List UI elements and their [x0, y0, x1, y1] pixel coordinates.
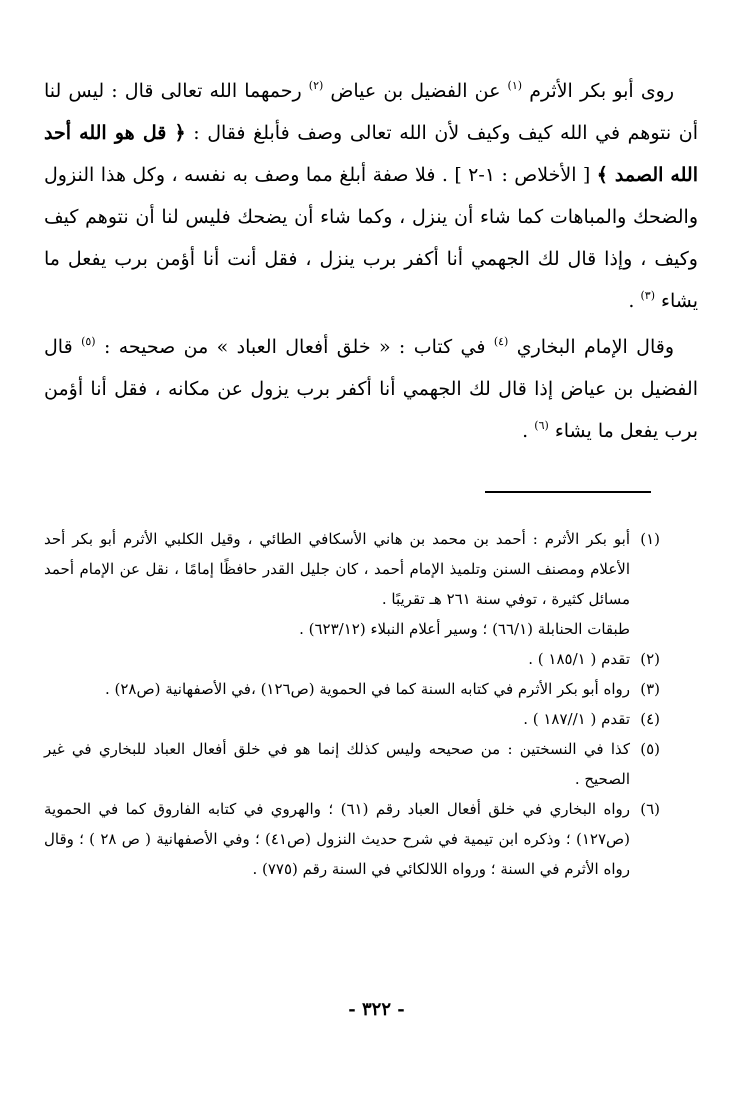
- footnote-text: تقدم ( ١٨٥/١ ) .: [528, 650, 630, 668]
- paragraph-2: [44, 326, 698, 452]
- footnote-number: (٥): [640, 740, 660, 758]
- text-segment: [ الأخلاص : ١-٢ ] . فلا صفة أبلغ مما وصف به نفسه ، وكل هذا النزول والضحك والمباهات كما شاء أن ينزل ، وكما شاء أن يضحك فليس لنا أن نتوهم كيف وكيف ، وإذا قال لك الجهمي أنا أكفر برب ينزل ، فقل أنت أنا أؤمن برب يفعل ما يشاء: [44, 164, 698, 312]
- text-segment: روى أبو بكر الأثرم: [529, 80, 675, 102]
- footnotes-section: [44, 524, 660, 884]
- text-segment: في كتاب : « خلق أفعال العباد » من صحيحه :: [103, 336, 486, 358]
- text-segment: قال الفضيل بن عياض إذا قال لك الجهمي أنا أكفر برب يزول عن مكانه ، فقل أنا أؤمن برب يفعل ما يشاء: [44, 336, 698, 442]
- footnote-text: رواه أبو بكر الأثرم في كتابه السنة كما في الحموية (ص١٢٦) ،في الأصفهانية (ص٢٨) .: [104, 680, 630, 698]
- footnote-text: كذا في النسختين : من صحيحه وليس كذلك إنما هو في خلق أفعال العباد للبخاري في غير الصحيح .: [44, 740, 630, 788]
- footnote-item: [44, 524, 660, 614]
- footnote-item: [44, 794, 660, 884]
- text-segment: وقال الإمام البخاري: [516, 336, 675, 358]
- footnote-number: (٢): [640, 650, 660, 668]
- footnote-number: (٦): [640, 800, 660, 818]
- text-segment: عن الفضيل بن عياض: [330, 80, 501, 102]
- footnote-item: [44, 644, 660, 674]
- footnote-number: (١): [640, 530, 660, 548]
- footnote-source: طبقات الحنابلة (٦٦/١) ؛ وسير أعلام النبلاء (٦٢٣/١٢) .: [299, 620, 630, 638]
- footnote-ref-3[interactable]: (٣): [640, 289, 655, 302]
- footnote-item: [44, 704, 660, 734]
- footnote-divider: [485, 491, 651, 493]
- text-segment: .: [522, 420, 529, 442]
- text-segment: رحمهما الله تعالى قال : ليس لنا أن نتوهم في الله كيف وكيف لأن الله تعالى وصف فأبلغ فقال :: [44, 80, 698, 144]
- quran-verse: ﴿ قل هو الله أحد الله الصمد ﴾: [44, 122, 698, 186]
- footnote-ref-2[interactable]: (٢): [308, 79, 324, 92]
- page-number: - ٣٢٢ -: [348, 999, 405, 1020]
- footnote-item: [44, 734, 660, 794]
- footnote-ref-4[interactable]: (٤): [493, 335, 509, 348]
- footnote-ref-5[interactable]: (٥): [81, 335, 96, 348]
- footnote-text: أبو بكر الأثرم : أحمد بن محمد بن هاني الأسكافي الطائي ، وقيل الكلبي الأثرم أبو بكر أحد الأعلام ومصنف السنن وتلميذ الإمام أحمد ، كان جليل القدر حافظًا إمامًا ، نقل عن الإمام أحمد مسائل كثيرة ، توفي سنة ٢٦١ هـ تقريبًا .: [44, 530, 630, 608]
- text-segment: .: [628, 290, 635, 312]
- main-body-text: [44, 70, 698, 452]
- footnote-number: (٤): [640, 710, 660, 728]
- paragraph-1: [44, 70, 698, 322]
- footnote-number: (٣): [640, 680, 660, 698]
- footnote-item: [44, 674, 660, 704]
- footnote-ref-6[interactable]: (٦): [534, 419, 549, 432]
- footnote-ref-1[interactable]: (١): [507, 79, 523, 92]
- footnote-text: تقدم ( ١//١٨٧ ) .: [523, 710, 630, 728]
- footnote-text: رواه البخاري في خلق أفعال العباد رقم (٦١) ؛ والهروي في كتابه الفاروق كما في الحموية (ص١٢٧) ؛ وذكره ابن تيمية في شرح حديث النزول (ص٤١) ؛ وفي الأصفهانية ( ص ٢٨ ) ؛ وقال رواه الأثرم في السنة ؛ ورواه اللالكائي في السنة رقم (٧٧٥) .: [44, 800, 631, 878]
